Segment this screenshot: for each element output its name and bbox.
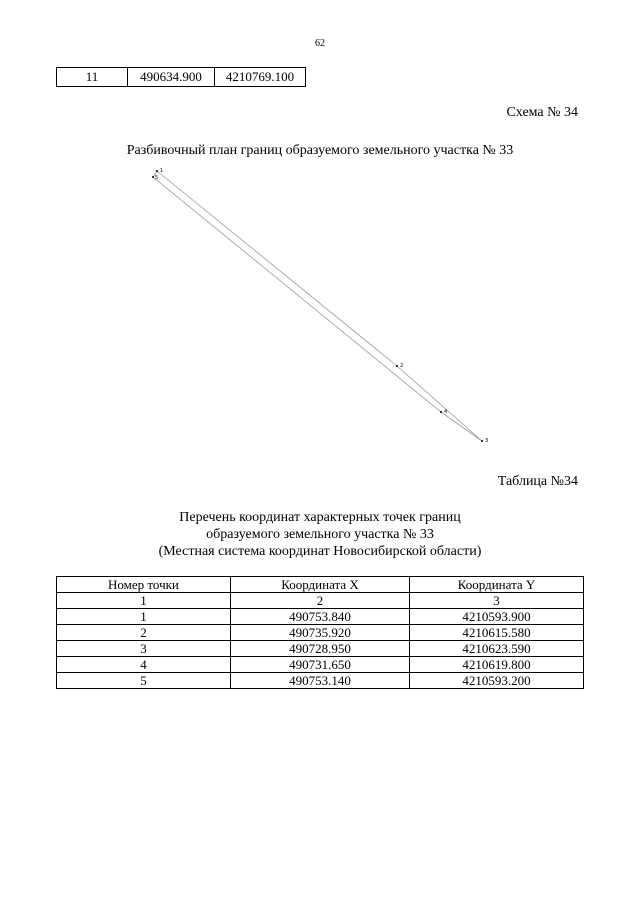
plan-point-label: 5 [155,175,159,181]
coordinate-x-cell: 490728.950 [230,641,409,657]
coordinate-y-cell: 4210769.100 [215,68,306,87]
layout-plan-drawing [0,160,640,460]
header-coordinate-x: Координата X [230,577,409,593]
coordinate-y-cell: 4210615.580 [410,625,584,641]
plan-point-1 [156,168,163,174]
table-row [57,625,584,641]
plan-title: Разбивочный план границ образуемого земельного участка № 33 [126,143,514,158]
coordinates-title-line: образуемого земельного участка № 33 [206,527,434,542]
coordinate-x-cell: 490735.920 [230,625,409,641]
plan-point-label: 3 [485,438,489,444]
table-label: Таблица №34 [497,474,578,489]
plan-point-3 [481,438,488,444]
table-row [57,609,584,625]
index-cell: 2 [230,593,409,609]
scheme-label: Схема № 34 [506,105,578,120]
header-point-number: Номер точки [57,577,231,593]
plan-point-label: 2 [400,363,404,369]
plan-point-5 [152,175,158,181]
coordinate-y-cell: 4210619.800 [410,657,584,673]
coordinate-x-cell: 490753.140 [230,673,409,689]
point-number-cell: 3 [57,641,231,657]
plan-point-2 [396,363,403,369]
table-row [57,68,306,87]
point-number-cell: 1 [57,609,231,625]
point-number-cell: 2 [57,625,231,641]
coordinate-y-cell: 4210593.200 [410,673,584,689]
coordinate-x-cell: 490634.900 [128,68,215,87]
point-number-cell: 4 [57,657,231,673]
index-cell: 1 [57,593,231,609]
coordinates-title [0,509,640,560]
coordinate-y-cell: 4210593.900 [410,609,584,625]
parcel-boundary [153,171,482,441]
table-row [57,641,584,657]
coordinates-title-line: Перечень координат характерных точек границ [179,510,461,525]
header-coordinate-y: Координата Y [410,577,584,593]
plan-point-4 [440,409,447,415]
coordinate-y-cell: 4210623.590 [410,641,584,657]
table-row [57,673,584,689]
table-row [57,657,584,673]
index-cell: 3 [410,593,584,609]
point-number-cell: 11 [57,68,128,87]
coordinate-x-cell: 490731.650 [230,657,409,673]
point-number-cell: 5 [57,673,231,689]
page-number: 62 [315,38,325,49]
plan-point-label: 4 [444,409,448,415]
coordinate-x-cell: 490753.840 [230,609,409,625]
table-header-row [57,577,584,593]
table-index-row [57,593,584,609]
coordinates-table [56,576,584,689]
continuation-table [56,67,306,87]
plan-point-label: 1 [160,168,164,174]
coordinates-title-line: (Местная система координат Новосибирской области) [158,544,482,559]
